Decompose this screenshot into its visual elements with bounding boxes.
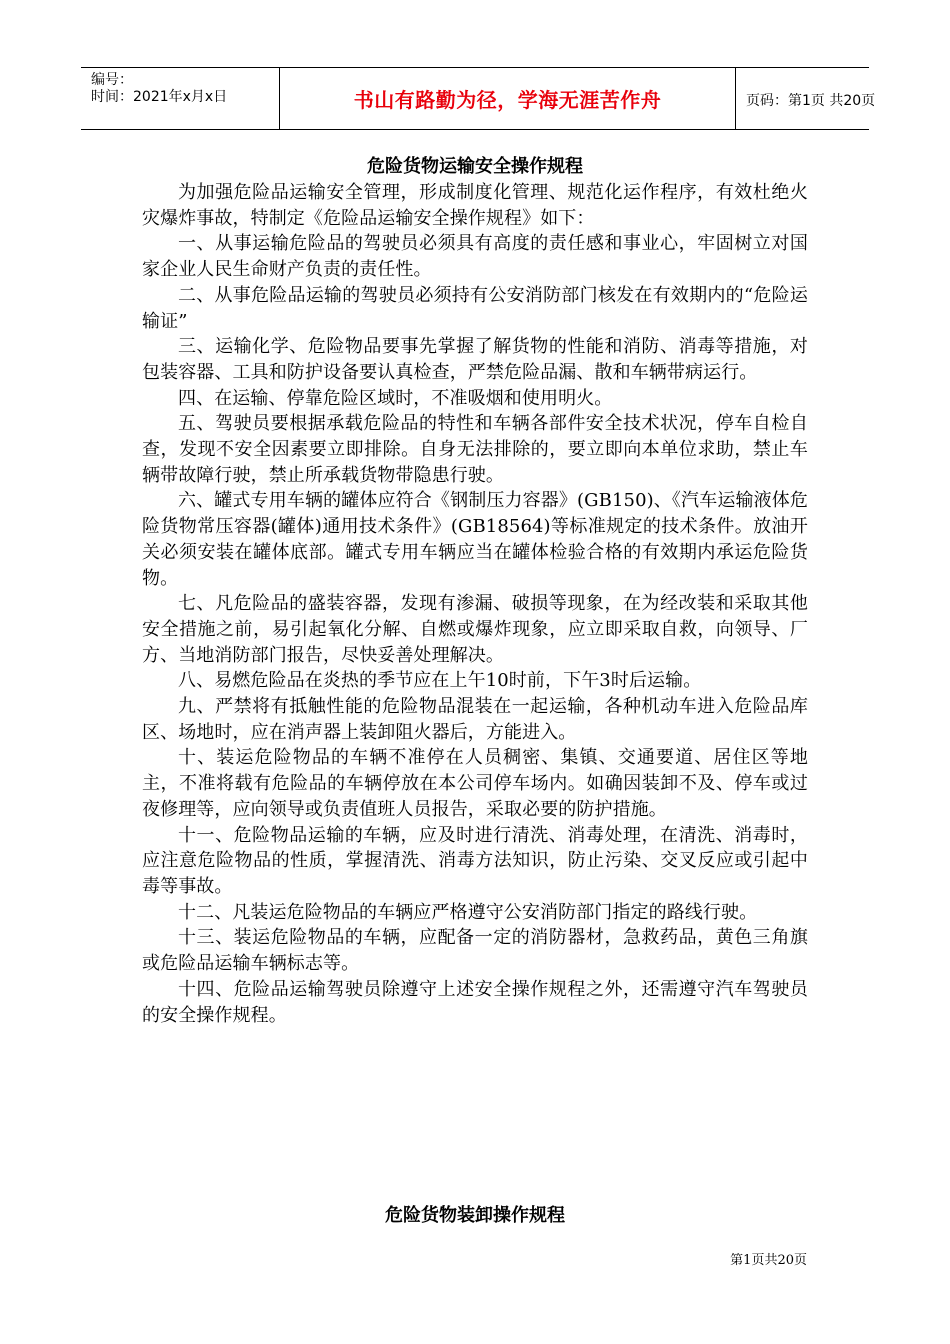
- header-meta-cell: [81, 68, 279, 129]
- paragraph-13: 十三、装运危险物品的车辆，应配备一定的消防器材，急救药品，黄色三角旗或危险品运输车辆标志等。: [142, 927, 808, 975]
- page-header: [81, 67, 876, 130]
- paragraph-intro: 为加强危险品运输安全管理，形成制度化管理、规范化运作程序，有效杜绝火灾爆炸事故，特制定《危险品运输安全操作规程》如下：: [142, 182, 808, 229]
- document-number-label: 编号：: [91, 72, 133, 88]
- paragraph-14: 十四、危险品运输驾驶员除遵守上述安全操作规程之外，还需遵守汽车驾驶员的安全操作规程。: [142, 978, 808, 1026]
- header-page-cell: [736, 68, 876, 129]
- paragraph-1: 一、从事运输危险品的驾驶员必须具有高度的责任感和事业心，牢固树立对国家企业人民生命财产负责的责任性。: [142, 233, 808, 281]
- header-motto-cell: [279, 68, 736, 129]
- paragraph-11: 十一、危险物品运输的车辆，应及时进行清洗、消毒处理，在清洗、消毒时，应注意危险物品的性质，掌握清洗、消毒方法知识，防止污染、交叉反应或引起中毒等事故。: [142, 824, 808, 897]
- document-title: 危险货物运输安全操作规程: [367, 156, 583, 177]
- paragraph-10: 十、装运危险物品的车辆不准停在人员稠密、集镇、交通要道、居住区等地主，不准将载有危险品的车辆停放在本公司停车场内。如确因装卸不及、停车或过夜修理等，应向领导或负责值班人员报告，采取必要的防护措施。: [142, 747, 808, 820]
- header-page-code: 页码：第1页 共20页: [746, 93, 876, 109]
- paragraph-7: 七、凡危险品的盛装容器，发现有渗漏、破损等现象，在为经改装和采取其他安全措施之前，易引起氧化分解、自燃或爆炸现象，应立即采取自救，向领导、厂方、当地消防部门报告，尽快妥善处理解决。: [142, 593, 808, 666]
- paragraph-3: 三、运输化学、危险物品要事先掌握了解货物的性能和消防、消毒等措施，对包装容器、工具和防护设备要认真检查，严禁危险品漏、散和车辆带病运行。: [142, 336, 808, 383]
- paragraph-4: 四、在运输、停靠危险区域时，不准吸烟和使用明火。: [178, 387, 613, 409]
- paragraph-5: 五、驾驶员要根据承载危险品的特性和车辆各部件安全技术状况，停车自检自查，发现不安全因素要立即排除。自身无法排除的，要立即向本单位求助，禁止车辆带故障行驶，禁止所承载货物带隐患行驶。: [142, 413, 808, 486]
- paragraph-8: 八、易燃危险品在炎热的季节应在上午10时前，下午3时后运输。: [178, 670, 702, 692]
- paragraph-2: 二、从事危险品运输的驾驶员必须持有公安消防部门核发在有效期内的“危险运输证”: [142, 284, 808, 332]
- document-date-label: 时间：2021年x月x日: [91, 89, 228, 105]
- page-footer: 第1页共20页: [730, 1253, 807, 1268]
- header-motto: 书山有路勤为径，学海无涯苦作舟: [353, 88, 662, 112]
- paragraph-9: 九、严禁将有抵触性能的危险物品混装在一起运输，各种机动车进入危险品库区、场地时，应在消声器上装卸阻火器后，方能进入。: [142, 696, 808, 743]
- next-section-title: 危险货物装卸操作规程: [385, 1205, 565, 1226]
- paragraph-12: 十二、凡装运危险物品的车辆应严格遵守公安消防部门指定的路线行驶。: [178, 901, 758, 923]
- document-body: [142, 180, 808, 1028]
- paragraph-6: 六、罐式专用车辆的罐体应符合《钢制压力容器》(GB150)、《汽车运输液体危险货物常压容器(罐体)通用技术条件》(GB18564)等标准规定的技术条件。放油开关必须安装在罐体底部。罐式专用车辆应当在罐体检验合格的有效期内承运危险货物。: [142, 490, 808, 589]
